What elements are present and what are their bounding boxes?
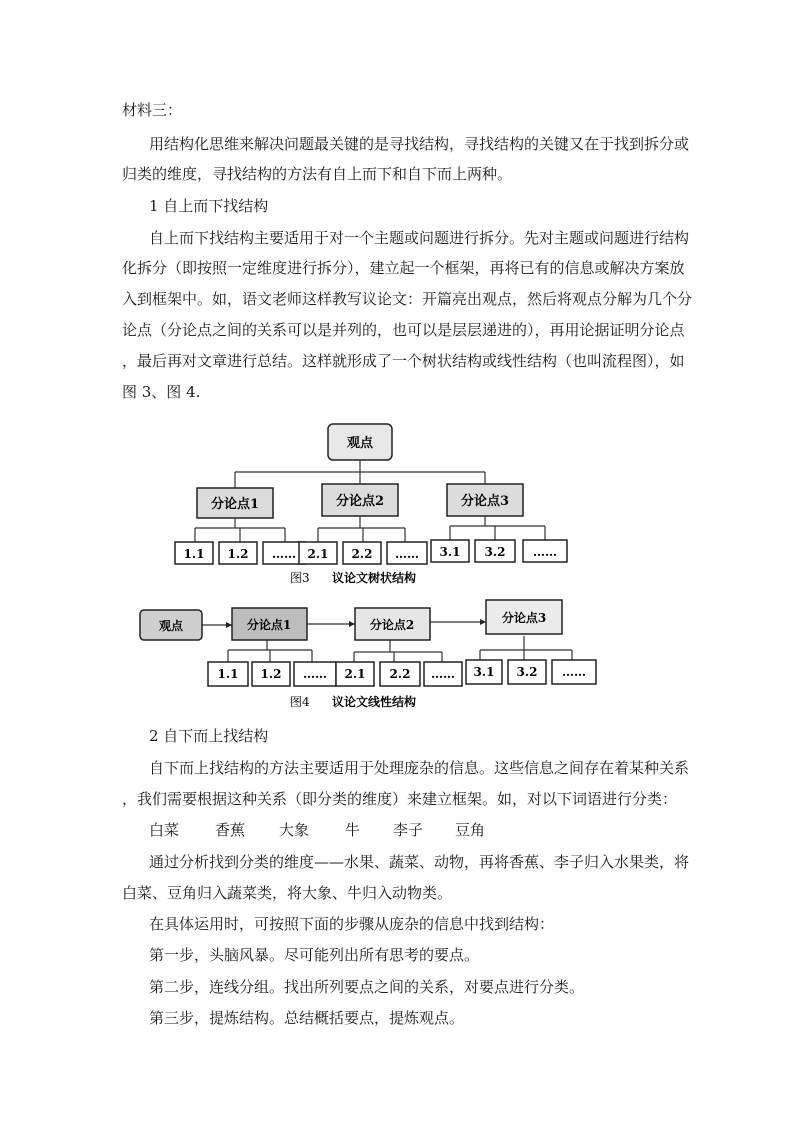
material-heading: 材料三： xyxy=(122,101,183,119)
fig3-leaf-1-3: …… xyxy=(272,547,296,561)
fig3-leaf-2-1: 2.1 xyxy=(307,547,329,561)
section2-line-1: 自下而上找结构的方法主要适用于处理庞杂的信息。这些信息之间存在着某种关系 xyxy=(149,759,690,777)
fig3-caption-text: 议论文树状结构 xyxy=(332,571,417,585)
fig3-branch-3-label: 分论点3 xyxy=(460,494,510,509)
fig4-leaf-1-3: …… xyxy=(303,667,327,681)
fig3-branch-1-label: 分论点1 xyxy=(210,497,260,512)
fig4-leaf-2-1: 2.1 xyxy=(344,667,366,681)
section1-line-6: 图 3、图 4. xyxy=(122,383,201,401)
fig3-leaf-1-1: 1.1 xyxy=(183,547,205,561)
fig4-leaf-1-1: 1.1 xyxy=(217,667,239,681)
fig3-caption-number: 图3 xyxy=(290,571,310,585)
fig4-leaf-1-2: 1.2 xyxy=(260,667,282,681)
word-item: 李子 xyxy=(393,821,424,839)
section2-after-line-2: 白菜、豆角归入蔬菜类，将大象、牛归入动物类。 xyxy=(122,884,453,902)
fig3-root-label: 观点 xyxy=(346,436,374,451)
step-2: 第二步，连线分组。找出所列要点之间的关系，对要点进行分类。 xyxy=(149,978,585,996)
fig4-leaf-3-2: 3.2 xyxy=(516,665,538,679)
steps-intro: 在具体运用时，可按照下面的步骤从庞杂的信息中找到结构： xyxy=(149,915,555,933)
fig4-leaf-3-3: …… xyxy=(562,665,586,679)
step-1: 第一步，头脑风暴。尽可能列出所有思考的要点。 xyxy=(149,946,480,964)
section2-after-line-1: 通过分析找到分类的维度——水果、蔬菜、动物，再将香蕉、李子归入水果类，将 xyxy=(149,853,690,871)
fig4-caption-number: 图4 xyxy=(290,695,310,709)
section1-line-4: 论点（分论点之间的关系可以是并列的，也可以是层层递进的），再用论据证明分论点 xyxy=(122,321,685,339)
fig3-leaf-2-2: 2.2 xyxy=(351,547,373,561)
fig4-leaf-2-3: …… xyxy=(431,667,455,681)
fig3-leaf-2-3: …… xyxy=(395,547,419,561)
word-item: 香蕉 xyxy=(215,821,246,839)
step-3: 第三步，提炼结构。总结概括要点，提炼观点。 xyxy=(149,1009,465,1027)
fig4-branch-2-label: 分论点2 xyxy=(369,618,415,632)
section1-line-5: ，最后再对文章进行总结。这样就形成了一个树状结构或线性结构（也叫流程图），如 xyxy=(122,352,685,370)
fig3-leaf-3-3: …… xyxy=(533,545,557,559)
fig3-branch-2-label: 分论点2 xyxy=(335,494,385,509)
figure4-linear-diagram xyxy=(132,596,602,714)
fig4-branch-3-label: 分论点3 xyxy=(501,611,547,625)
fig3-leaf-3-1: 3.1 xyxy=(439,545,461,559)
word-item: 白菜 xyxy=(149,821,180,839)
fig4-leaf-2-2: 2.2 xyxy=(389,667,411,681)
word-item: 大象 xyxy=(279,821,310,839)
fig3-leaf-3-2: 3.2 xyxy=(484,545,506,559)
section2-title: 2 自下而上找结构 xyxy=(149,727,269,745)
word-item: 牛 xyxy=(345,821,361,839)
section1-line-2: 化拆分（即按照一定维度进行拆分），建立起一个框架，再将已有的信息或解决方案放 xyxy=(122,259,685,277)
intro-line-2: 归类的维度，寻找结构的方法有自上而下和自下而上两种。 xyxy=(122,165,513,183)
fig4-caption-text: 议论文线性结构 xyxy=(332,695,417,709)
section2-line-2: ，我们需要根据这种关系（即分类的维度）来建立框架。如，对以下词语进行分类： xyxy=(122,790,678,808)
intro-line-1: 用结构化思维来解决问题最关键的是寻找结构，寻找结构的关键又在于找到拆分或 xyxy=(149,135,690,153)
section1-line-1: 自上而下找结构主要适用于对一个主题或问题进行拆分。先对主题或问题进行结构 xyxy=(149,229,690,247)
figure3-tree-diagram xyxy=(160,412,580,587)
fig4-root-label: 观点 xyxy=(158,619,184,633)
fig4-branch-1-label: 分论点1 xyxy=(246,618,292,632)
fig3-leaf-1-2: 1.2 xyxy=(227,547,249,561)
fig4-leaf-3-1: 3.1 xyxy=(473,665,495,679)
section1-title: 1 自上而下找结构 xyxy=(149,197,269,215)
word-item: 豆角 xyxy=(455,821,486,839)
section1-line-3: 入到框架中。如，语文老师这样教写议论文：开篇亮出观点，然后将观点分解为几个分 xyxy=(122,290,693,308)
